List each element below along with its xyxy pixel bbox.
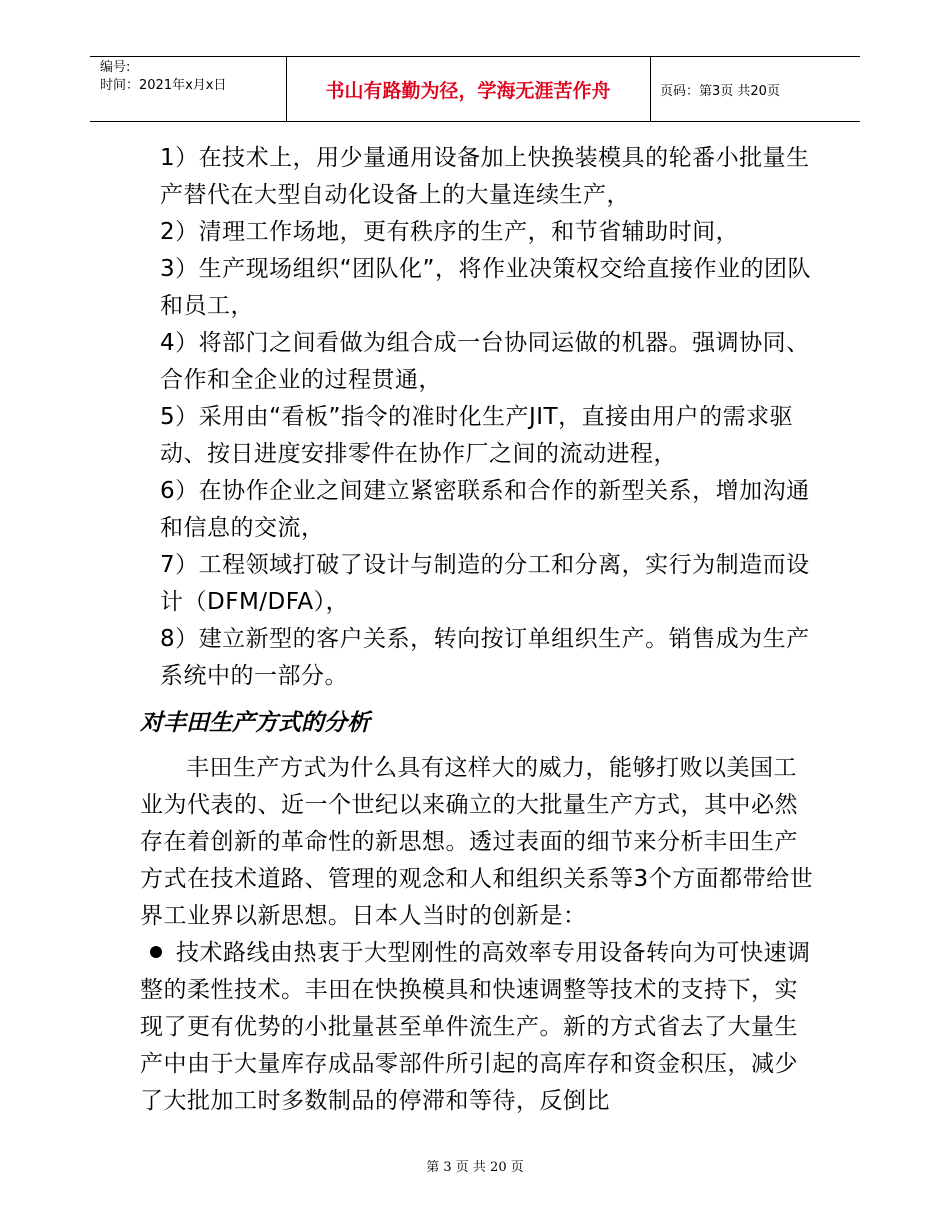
list-item: 3）生产现场组织“团队化”，将作业决策权交给直接作业的团队和员工， (160, 256, 811, 319)
section-heading: 对丰田生产方式的分析 (140, 710, 370, 736)
bullet-dot-icon (150, 946, 162, 958)
document-body (140, 140, 820, 1120)
list-item: 4）将部门之间看做为组合成一台协同运做的机器。强调协同、合作和全企业的过程贯通， (160, 330, 810, 393)
numbered-list (140, 140, 820, 695)
page-footer: 第 3 页 共 20 页 (426, 1160, 524, 1175)
list-item: 7）工程领域打破了设计与制造的分工和分离，实行为制造而设计（DFM/DFA）， (160, 552, 810, 615)
header-motto: 书山有路勤为径，学海无涯苦作舟 (325, 80, 611, 102)
header-page-info: 页码：第3页 共20页 (660, 84, 780, 99)
doc-code-label: 编号: (100, 60, 131, 75)
list-item: 2）清理工作场地，更有秩序的生产，和节省辅助时间， (160, 219, 740, 245)
header-divider (650, 56, 651, 122)
bullet-text: 技术路线由热衷于大型刚性的高效率专用设备转向为可快速调整的柔性技术。丰田在快换模具和快速调整等技术的支持下，实现了更有优势的小批量甚至单件流生产。新的方式省去了大量生产中由于大量库存成品零部件所引起的高库存和资金积压，减少了大批加工时多数制品的停滞和等待，反倒比 (140, 940, 811, 1114)
list-item: 5）采用由“看板”指令的准时化生产JIT，直接由用户的需求驱动、按日进度安排零件在协作厂之间的流动进程， (160, 404, 794, 467)
list-item: 8）建立新型的客户关系，转向按订单组织生产。销售成为生产系统中的一部分。 (160, 626, 810, 689)
bullet-paragraph (140, 935, 820, 1120)
list-item: 1）在技术上，用少量通用设备加上快换装模具的轮番小批量生产替代在大型自动化设备上的大量连续生产， (160, 145, 810, 208)
header-top-rule (90, 56, 860, 57)
page-header (90, 56, 860, 122)
body-paragraph: 丰田生产方式为什么具有这样大的威力，能够打败以美国工业为代表的、近一个世纪以来确立的大批量生产方式，其中必然存在着创新的革命性的新思想。透过表面的细节来分析丰田生产方式在技术道路、管理的观念和人和组织关系等3个方面都带给世界工业界以新思想。日本人当时的创新是： (140, 755, 814, 929)
doc-time-label: 时间：2021年x月x日 (100, 78, 227, 93)
list-item: 6）在协作企业之间建立紧密联系和合作的新型关系，增加沟通和信息的交流， (160, 478, 810, 541)
header-bottom-rule (90, 121, 860, 122)
